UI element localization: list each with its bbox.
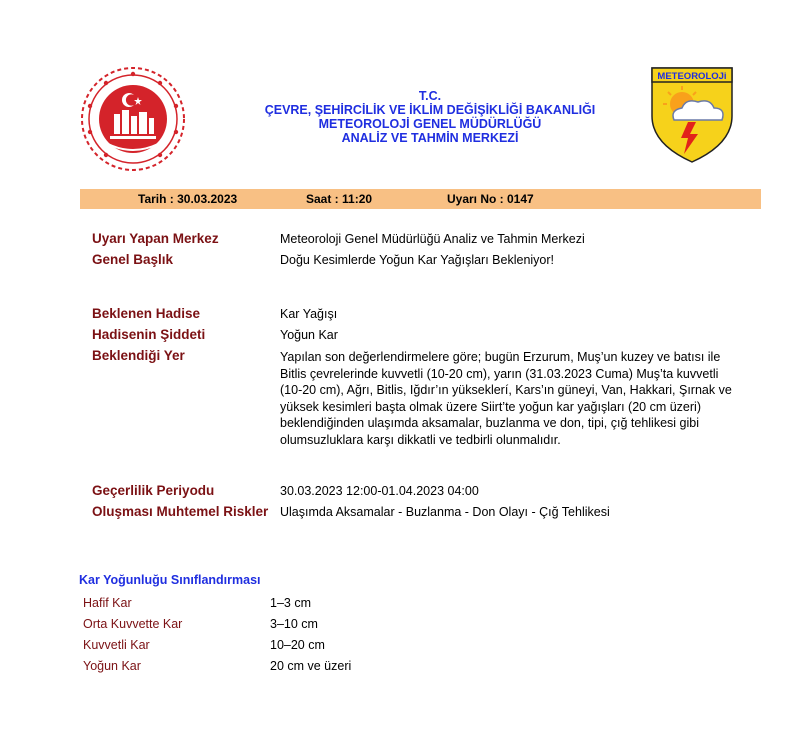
warning-time: Saat : 11:20 (306, 192, 373, 206)
headline-label: Genel Başlık (92, 252, 174, 267)
class-row-value: 3–10 cm (270, 617, 318, 631)
header-line-center: ANALİZ VE TAHMİN MERKEZİ (341, 131, 519, 145)
class-row-value: 1–3 cm (270, 596, 311, 610)
class-row-label: Kuvvetli Kar (83, 638, 150, 652)
headline-value: Doğu Kesimlerde Yoğun Kar Yağışları Bekleniyor! (280, 253, 555, 267)
severity-label: Hadisenin Şiddeti (92, 327, 206, 342)
met-logo-text: METEOROLOJi (657, 71, 727, 82)
location-value: Yapılan son değerlendirmelere göre; bugün Erzurum, Muş’un kuzey ve batısı ile Bitlis çevrelerinde kuvvetli (10-20 cm), yarın (31.03.2023 Cuma) Muş’ta kuvvetli (10-20 cm), Ağrı, Bitlis, Iğdır’ın yükseklerí, Kars’ın güneyi, Van, Hakkari, Şırnak ve yüksek kesimleri başta olmak üzere Siirt’te yoğun kar yağışları (20 cm üzeri) beklendiğinden ulaşımda aksamalar, buzlanma ve don, tipi, çığ tehlikesi gibi olumsuzluklara karşı dikkatli ve tedbirli olunmalıdır. (280, 350, 732, 447)
class-row-label: Orta Kuvvette Kar (83, 617, 183, 631)
event-value: Kar Yağışı (280, 307, 338, 321)
severity-value: Yoğun Kar (280, 328, 338, 342)
class-row-value: 10–20 cm (270, 638, 325, 652)
event-label: Beklenen Hadise (92, 306, 201, 321)
header-line-ministry: ÇEVRE, ŞEHİRCİLİK VE İKLİM DEĞİŞİKLİĞİ BAKANLIĞI (264, 103, 596, 117)
document-header (0, 60, 793, 180)
header-line-directorate: METEOROLOJİ GENEL MÜDÜRLÜĞÜ (318, 117, 542, 131)
validity-value: 30.03.2023 12:00-01.04.2023 04:00 (280, 484, 479, 498)
warning-date: Tarih : 30.03.2023 (138, 192, 238, 206)
center-label: Uyarı Yapan Merkez (92, 231, 219, 246)
center-value: Meteoroloji Genel Müdürlüğü Analiz ve Tahmin Merkezi (280, 232, 585, 246)
warning-info-bar (80, 189, 761, 209)
ministry-seal-logo (80, 66, 186, 172)
class-row-label: Hafif Kar (83, 596, 132, 610)
meteoroloji-shield-logo (648, 64, 736, 164)
header-line-tc: T.C. (418, 89, 442, 103)
header-titles (200, 89, 660, 145)
warning-number: Uyarı No : 0147 (447, 192, 534, 206)
classification-title: Kar Yoğunluğu Sınıflandırması (79, 573, 261, 587)
validity-label: Geçerlilik Periyodu (92, 483, 215, 498)
class-row-value: 20 cm ve üzeri (270, 659, 352, 673)
class-row-label: Yoğun Kar (83, 659, 141, 673)
location-label: Beklendiği Yer (92, 348, 185, 363)
risks-label: Oluşması Muhtemel Riskler (92, 504, 269, 519)
risks-value: Ulaşımda Aksamalar - Buzlanma - Don Olayı - Çığ Tehlikesi (280, 505, 610, 519)
